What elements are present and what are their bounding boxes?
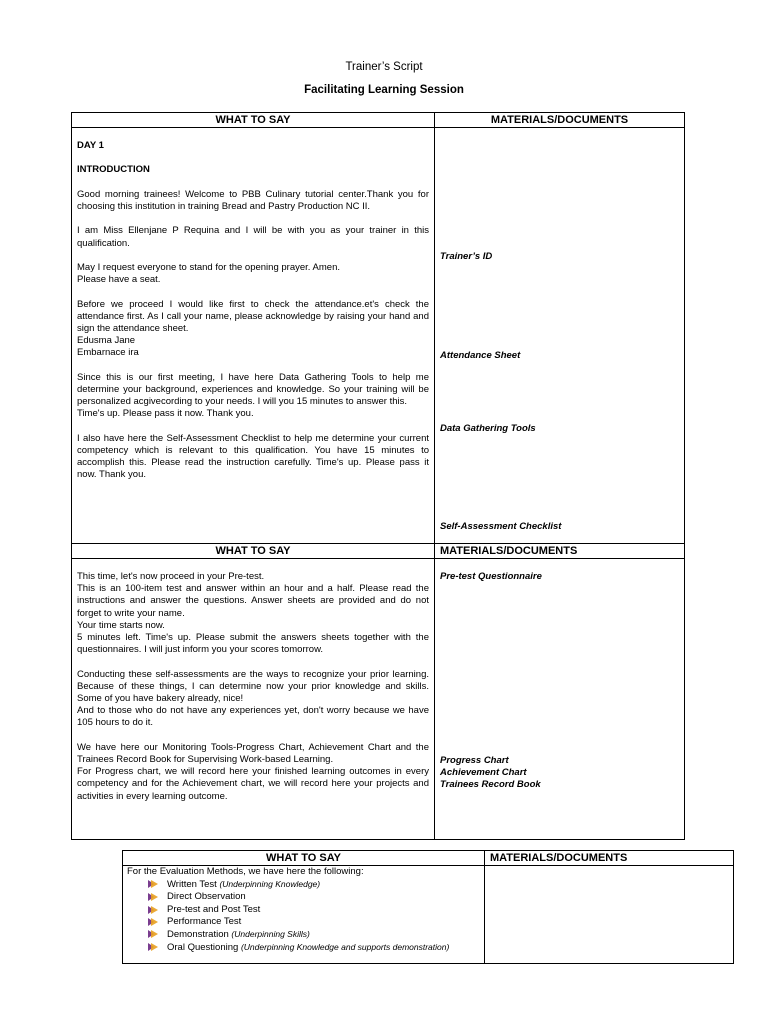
material-trainers-id: Trainer’s ID	[440, 251, 493, 262]
trainer-intro-paragraph: I am Miss Ellenjane P Requina and I will be with you as your trainer in this qualification.	[77, 225, 429, 249]
material-data-gathering-tools: Data Gathering Tools	[440, 423, 536, 434]
evaluation-method-item	[147, 904, 480, 916]
script-table-pretest	[71, 543, 685, 840]
material-progress-chart: Progress Chart	[440, 755, 509, 766]
evaluation-method-label: Pre-test and Post Test	[167, 903, 261, 915]
evaluation-method-label: Direct Observation	[167, 891, 246, 903]
evaluation-method-note: (Underpinning Skills)	[231, 929, 310, 940]
attendance-name: Embarnace ira	[77, 347, 139, 359]
prior-learning-paragraph: Conducting these self-assessments are the ways to recognize your prior learning. Because of these things, I can determine now your prior knowledge and skills. Some of you have bakery already, nice!	[77, 668, 429, 705]
evaluation-method-note: (Underpinning Knowledge)	[219, 879, 321, 890]
evaluation-methods-list	[127, 878, 480, 954]
material-attendance-sheet: Attendance Sheet	[440, 350, 521, 361]
times-up-line: Time's up. Please pass it now. Thank you.	[77, 408, 254, 420]
evaluation-method-item	[147, 891, 480, 903]
attendance-paragraph: Before we proceed I would like first to check the attendance.et's check the attendance first. As I call your name, please acknowledge by raising your hand and sign the attendance sheet.	[77, 298, 429, 334]
data-gathering-paragraph: Since this is our first meeting, I have here Data Gathering Tools to help me determine your background, experiences and knowledge. So your training will be personalized acgivecording to your needs. I will you 15 minutes to answer this.	[77, 371, 429, 408]
hours-paragraph: And to those who do not have any experiences yet, don't worry because we have 105 hours to do it.	[77, 705, 429, 729]
pretest-intro-line: This time, let's now proceed in your Pre-test.	[77, 571, 265, 582]
materials-cell	[435, 128, 685, 544]
evaluation-intro: For the Evaluation Methods, we have here the following:	[127, 866, 364, 877]
attendance-name: Edusma Jane	[77, 335, 136, 347]
time-left-line: 5 minutes left. Time's up. Please submit the answers sheets together with the questionnaires. I will just inform you your scores tomorrow.	[77, 632, 429, 656]
evaluation-method-label: Oral Questioning	[167, 942, 239, 954]
arrow-bullet-icon	[147, 892, 159, 902]
what-to-say-header: WHAT TO SAY	[72, 113, 435, 128]
time-starts-line: Your time starts now.	[77, 619, 165, 631]
evaluation-method-item	[147, 941, 480, 954]
what-to-say-header: WHAT TO SAY	[123, 851, 485, 866]
evaluation-method-label: Demonstration	[167, 929, 229, 941]
arrow-bullet-icon	[147, 942, 159, 952]
what-to-say-cell	[72, 128, 435, 544]
material-pretest-questionnaire: Pre-test Questionnaire	[440, 571, 542, 582]
arrow-bullet-icon	[147, 917, 159, 927]
materials-cell	[435, 559, 685, 840]
day-label: DAY 1	[77, 140, 104, 151]
evaluation-method-label: Written Test	[167, 879, 217, 891]
prayer-line: May I request everyone to stand for the opening prayer. Amen.	[77, 261, 340, 273]
seat-line: Please have a seat.	[77, 274, 161, 286]
monitoring-tools-paragraph: We have here our Monitoring Tools-Progress Chart, Achievement Chart and the Trainees Record Book for Supervising Work-based Learning.	[77, 741, 429, 766]
what-to-say-cell	[72, 559, 435, 840]
document-subtitle: Facilitating Learning Session	[304, 84, 464, 96]
self-assessment-paragraph: I also have here the Self-Assessment Checklist to help me determine your current competency which is relevant to this qualification. You have 15 minutes to accomplish this. Please read the instruction carefully. Time's up. Please pass it now. Thank you.	[77, 432, 429, 481]
progress-chart-paragraph: For Progress chart, we will record here your finished learning outcomes in every competency and for the Achievement chart, we will record here your projects and activities in every learning outcome.	[77, 766, 429, 802]
materials-header: MATERIALS/DOCUMENTS	[435, 113, 685, 128]
pretest-instructions: This is an 100-item test and answer within an hour and a half. Please read the instructions and answer the questions. Answer sheets are provided and do not forget to write your name.	[77, 583, 429, 619]
evaluation-method-note: (Underpinning Knowledge and supports demonstration)	[240, 942, 450, 953]
document-title: Trainer’s Script	[345, 61, 423, 73]
material-achievement-chart: Achievement Chart	[440, 767, 527, 778]
what-to-say-header: WHAT TO SAY	[72, 544, 435, 559]
evaluation-method-label: Performance Test	[167, 915, 242, 927]
what-to-say-cell	[123, 866, 485, 964]
material-trainees-record-book: Trainees Record Book	[440, 779, 541, 790]
materials-header: MATERIALS/DOCUMENTS	[485, 851, 734, 866]
evaluation-method-item	[147, 916, 480, 928]
evaluation-method-item	[147, 928, 480, 941]
material-self-assessment-checklist: Self-Assessment Checklist	[440, 521, 562, 532]
arrow-bullet-icon	[147, 905, 159, 915]
script-table-evaluation	[122, 850, 734, 964]
arrow-bullet-icon	[147, 879, 159, 889]
welcome-paragraph: Good morning trainees! Welcome to PBB Culinary tutorial center.Thank you for choosing this institution in training Bread and Pastry Production NC II.	[77, 188, 429, 212]
materials-cell	[485, 866, 734, 964]
evaluation-method-item	[147, 878, 480, 891]
section-label: INTRODUCTION	[77, 164, 150, 176]
arrow-bullet-icon	[147, 929, 159, 939]
materials-header: MATERIALS/DOCUMENTS	[435, 544, 685, 559]
script-table-day1	[71, 112, 685, 544]
